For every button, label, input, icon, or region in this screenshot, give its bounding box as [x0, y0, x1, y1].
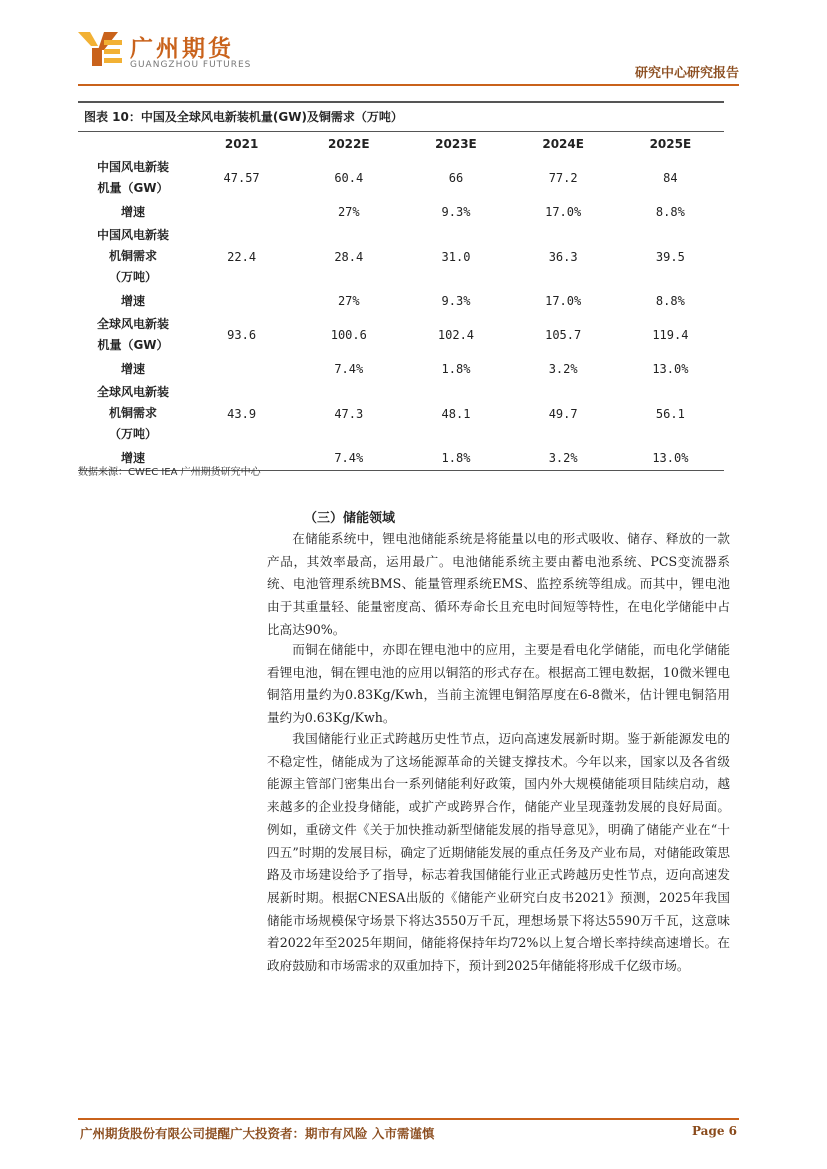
- company-logo: [78, 30, 278, 74]
- value-cell: 60.4: [334, 171, 364, 185]
- page-number: Page 6: [691, 1124, 737, 1138]
- value-cell: 56.1: [655, 406, 685, 421]
- value-cell: 43.9: [227, 406, 257, 421]
- section-heading: （三）储能领域: [304, 511, 396, 526]
- row-label-line: 全球风电新装: [96, 317, 169, 331]
- value-cell: 102.4: [437, 328, 475, 342]
- value-cell: 22.4: [227, 249, 257, 264]
- logo-english-name: GUANGZHOU FUTURES: [130, 60, 252, 70]
- report-type-label: 研究中心研究报告: [634, 66, 739, 81]
- row-label-line: 增速: [120, 204, 145, 219]
- data-table-block: [78, 101, 724, 471]
- value-cell: [188, 289, 295, 313]
- header-cell-year: 2024E: [542, 137, 584, 151]
- table-header-row: [78, 132, 724, 156]
- value-cell: [188, 357, 295, 381]
- row-label-line: 增速: [120, 361, 145, 376]
- row-label: [78, 357, 188, 381]
- row-label-line: 机量（GW）: [97, 338, 169, 352]
- value-cell: 31.0: [441, 249, 471, 264]
- value-cell: 8.8%: [655, 294, 685, 308]
- value-cell: 49.7: [548, 406, 578, 421]
- table-row: [78, 313, 724, 357]
- row-label-line: 全球风电新装: [96, 385, 169, 399]
- footer-divider: [78, 1118, 739, 1120]
- value-cell: 1.8%: [441, 362, 471, 376]
- row-label: [78, 200, 188, 224]
- table-row: [78, 156, 724, 200]
- value-cell: 47.3: [334, 406, 364, 421]
- table-body: [78, 156, 724, 471]
- table-row: [78, 289, 724, 313]
- header-cell-empty: [78, 132, 188, 156]
- risk-disclaimer: 广州期货股份有限公司提醒广大投资者：期市有风险 入市需谨慎: [80, 1126, 435, 1141]
- value-cell: [188, 200, 295, 224]
- table-row: [78, 200, 724, 224]
- value-cell: 1.8%: [441, 451, 471, 465]
- value-cell: 13.0%: [652, 451, 689, 465]
- value-cell: 28.4: [334, 249, 364, 264]
- table-row: [78, 357, 724, 381]
- table-caption: 图表 10：中国及全球风电新装机量(GW)及铜需求（万吨）: [78, 101, 724, 132]
- header-cell-year: 2025E: [649, 137, 692, 151]
- logo-chinese-name: 广州期货: [130, 36, 234, 62]
- row-label-line: 中国风电新装: [96, 228, 169, 242]
- row-label: [78, 381, 188, 446]
- value-cell: 13.0%: [652, 362, 689, 376]
- value-cell: 105.7: [545, 328, 582, 342]
- value-cell: 7.4%: [334, 362, 364, 376]
- value-cell: 9.3%: [441, 205, 471, 219]
- value-cell: 8.8%: [655, 205, 685, 219]
- paragraph: 在储能系统中，锂电池储能系统是将能量以电的形式吸收、储存、释放的一款产品，其效率最高，运用最广。电池储能系统主要由蓄电池系统、PCS变流器系统、电池管理系统BMS、能量管理系统EMS、监控系统等组成。而其中，锂电池由于其重量轻、能量密度高、循环寿命长且充电时间短等特性，在电化学储能中占比高达90%。: [267, 531, 730, 637]
- value-cell: 3.2%: [548, 362, 578, 376]
- row-label: [78, 289, 188, 313]
- value-cell: 27%: [337, 205, 360, 219]
- value-cell: 48.1: [441, 406, 471, 421]
- value-cell: 39.5: [655, 249, 685, 264]
- row-label-line: 增速: [120, 450, 145, 465]
- row-label-line: 机量（GW）: [97, 181, 169, 195]
- row-label-line: 中国风电新装: [96, 160, 169, 174]
- value-cell: 17.0%: [545, 294, 582, 308]
- logo-mark-icon: [78, 30, 124, 68]
- value-cell: 3.2%: [548, 451, 578, 465]
- row-label-line: （万吨）: [108, 270, 157, 284]
- row-label: [78, 224, 188, 289]
- header-cell-year: 2021: [224, 137, 259, 151]
- table-row: [78, 224, 724, 289]
- value-cell: 100.6: [330, 328, 367, 342]
- value-cell: 47.57: [223, 171, 260, 185]
- value-cell: 17.0%: [545, 205, 582, 219]
- header-cell-year: 2022E: [327, 137, 370, 151]
- value-cell: 9.3%: [441, 294, 471, 308]
- value-cell: 36.3: [548, 249, 578, 264]
- header-divider: [78, 84, 739, 86]
- paragraph: 而铜在储能中，亦即在锂电池中的应用，主要是看电化学储能，而电化学储能看锂电池，铜在锂电池的应用以铜箔的形式存在。根据高工锂电数据，10微米锂电铜箔用量约为0.83Kg/Kwh，当前主流锂电铜箔厚度在6-8微米，估计锂电铜箔用量约为0.63Kg/Kwh。: [267, 642, 730, 726]
- value-cell: 66: [448, 171, 464, 185]
- value-cell: 84: [663, 171, 678, 185]
- header-cell-year: 2023E: [435, 137, 477, 151]
- value-cell: 27%: [337, 294, 360, 308]
- table-source: 数据来源：CWEC IEA 广州期货研究中心: [78, 467, 261, 478]
- value-cell: 119.4: [652, 328, 689, 342]
- row-label-line: 增速: [120, 293, 145, 308]
- value-cell: 7.4%: [334, 451, 364, 465]
- value-cell: 77.2: [548, 171, 578, 185]
- row-label-line: 机铜需求: [108, 249, 157, 263]
- row-label-line: （万吨）: [108, 427, 157, 441]
- row-label: [78, 313, 188, 357]
- table-row: [78, 381, 724, 446]
- value-cell: 93.6: [227, 328, 257, 342]
- wind-copper-table: [78, 132, 724, 471]
- row-label: [78, 156, 188, 200]
- paragraph: 我国储能行业正式跨越历史性节点，迈向高速发展新时期。鉴于新能源发电的不稳定性，储能成为了这场能源革命的关键支撑技术。今年以来，国家以及各省级能源主管部门密集出台一系列储能利好政策，国内外大规模储能项目陆续启动，越来越多的企业投身储能，或扩产或跨界合作，储能产业呈现蓬勃发展的良好局面。例如，重磅文件《关于加快推动新型储能发展的指导意见》，明确了储能产业在“十四五”时期的发展目标，确定了近期储能发展的重点任务及产业布局，对储能政策思路及市场建设给予了指导，标志着我国储能行业正式跨越历史性节点，迈向高速发展新时期。根据CNESA出版的《储能产业研究白皮书2021》预测，2025年我国储能市场规模保守场景下将达3550万千瓦，理想场景下将达5590万千瓦，这意味着2022年至2025年期间，储能将保持年均72%以上复合增长率持续高速增长。在政府鼓励和市场需求的双重加持下，预计到2025年储能将形成千亿级市场。: [267, 731, 730, 974]
- row-label-line: 机铜需求: [108, 406, 157, 420]
